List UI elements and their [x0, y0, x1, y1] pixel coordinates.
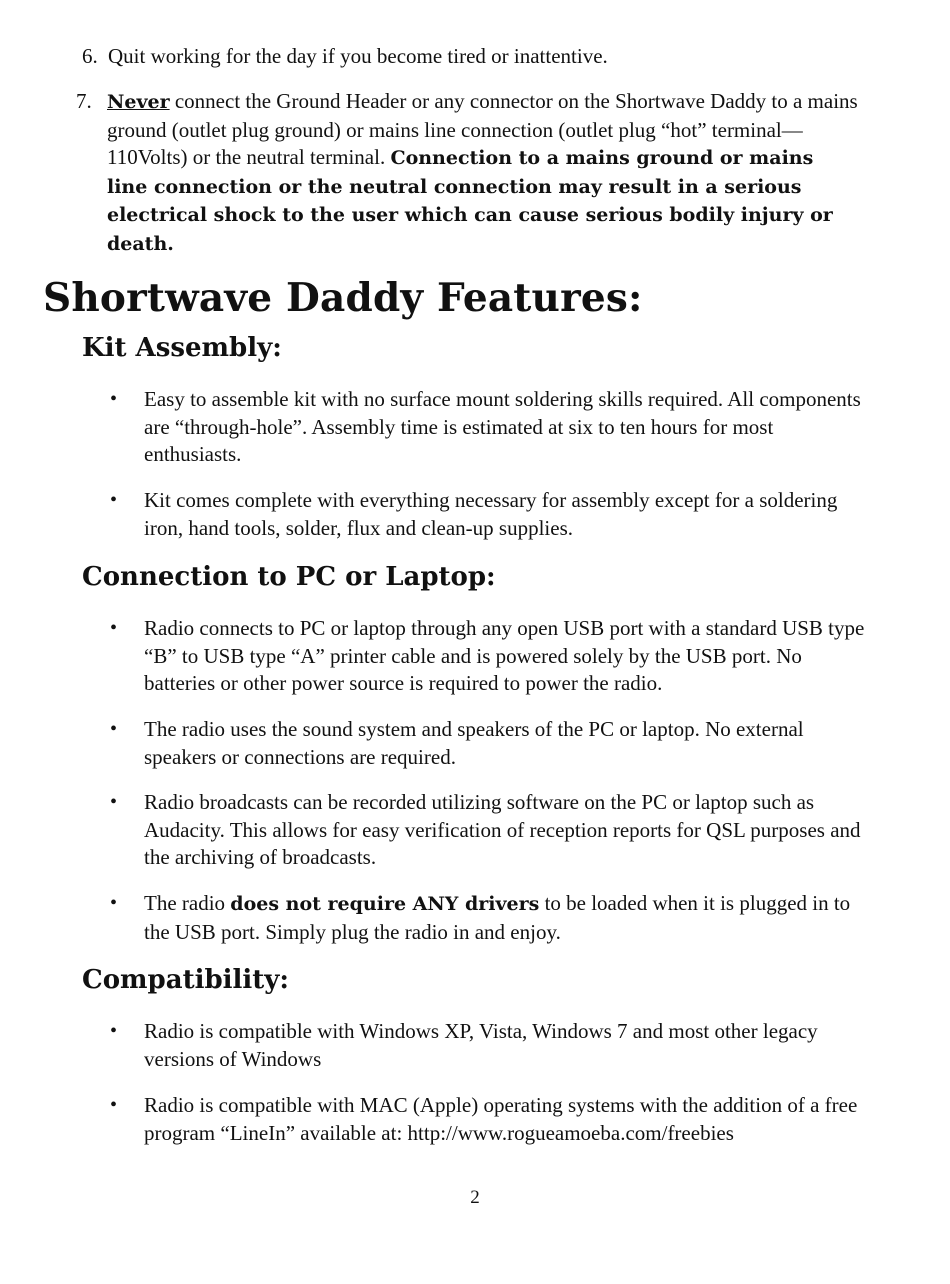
list-item: [110, 386, 870, 470]
list-item-text: [144, 890, 874, 946]
list-item-text: Radio broadcasts can be recorded utilizing software on the PC or laptop such as Audacity. This allows for easy verification of reception reports for QSL purposes and the archiving of broadcasts.: [144, 790, 861, 869]
bullet-icon: •: [110, 388, 118, 410]
list-item-text: Radio connects to PC or laptop through any open USB port with a standard USB type “B” to USB type “A” printer cable and is powered solely by the USB port. No batteries or other power source is required to power the radio.: [144, 616, 865, 695]
section-heading-kit-assembly: Kit Assembly:: [82, 333, 282, 363]
list-number: 6.: [82, 44, 98, 68]
drivers-emphasis: does not require ANY drivers: [230, 893, 540, 915]
safety-item-7: [76, 88, 876, 258]
bullet-icon: •: [110, 718, 118, 740]
warning-bold-text: Connection to a mains ground or mains line connection or the neutral connection may result in a serious electrical shock to the user which can cause serious bodily injury or death.: [107, 147, 833, 255]
list-item-text: Quit working for the day if you become tired or inattentive.: [108, 44, 608, 68]
bullet-icon: •: [110, 1094, 118, 1116]
list-item-text: The radio uses the sound system and speakers of the PC or laptop. No external speakers or connections are required.: [144, 717, 804, 769]
list-item: [110, 615, 870, 699]
list-item: [110, 890, 870, 946]
list-item: [110, 487, 870, 543]
bullet-icon: •: [110, 617, 118, 639]
bullet-icon: •: [110, 489, 118, 511]
section-heading-connection: Connection to PC or Laptop:: [82, 562, 496, 592]
list-item-text: Radio is compatible with MAC (Apple) operating systems with the addition of a free program “LineIn” available at: http://www.rogueamoeba.com/freebies: [144, 1093, 858, 1145]
page-title: Shortwave Daddy Features:: [43, 275, 643, 321]
safety-item-6: [82, 43, 882, 71]
list-item-text-start: The radio: [144, 891, 231, 915]
list-item-text: Easy to assemble kit with no surface mount soldering skills required. All components are “through-hole”. Assembly time is estimated at six to ten hours for most enthusiasts.: [144, 387, 861, 466]
list-item-text-end: to be loaded when it is plugged in to the USB port. Simply plug the radio in and enjoy.: [144, 891, 851, 944]
never-emphasis: Never: [107, 91, 170, 113]
bullet-icon: •: [110, 1020, 118, 1042]
bullet-icon: •: [110, 892, 118, 914]
list-item: [110, 1092, 870, 1148]
list-item: [110, 1018, 870, 1074]
list-item: [110, 789, 870, 873]
list-item: [110, 716, 870, 772]
section-heading-compatibility: Compatibility:: [82, 965, 289, 995]
warning-text: connect the Ground Header or any connector on the Shortwave Daddy to a mains ground (outlet plug ground) or mains line connection (outlet plug “hot” terminal—110Volts) or the neutral terminal.: [107, 89, 858, 169]
bullet-icon: •: [110, 791, 118, 813]
list-item-text: Kit comes complete with everything necessary for assembly except for a soldering iron, hand tools, solder, flux and clean-up supplies.: [144, 488, 838, 540]
list-item-text: Radio is compatible with Windows XP, Vista, Windows 7 and most other legacy versions of Windows: [144, 1019, 818, 1071]
page-number: 2: [470, 1187, 480, 1208]
list-number: 7.: [76, 89, 92, 113]
list-item-text: [107, 88, 859, 258]
